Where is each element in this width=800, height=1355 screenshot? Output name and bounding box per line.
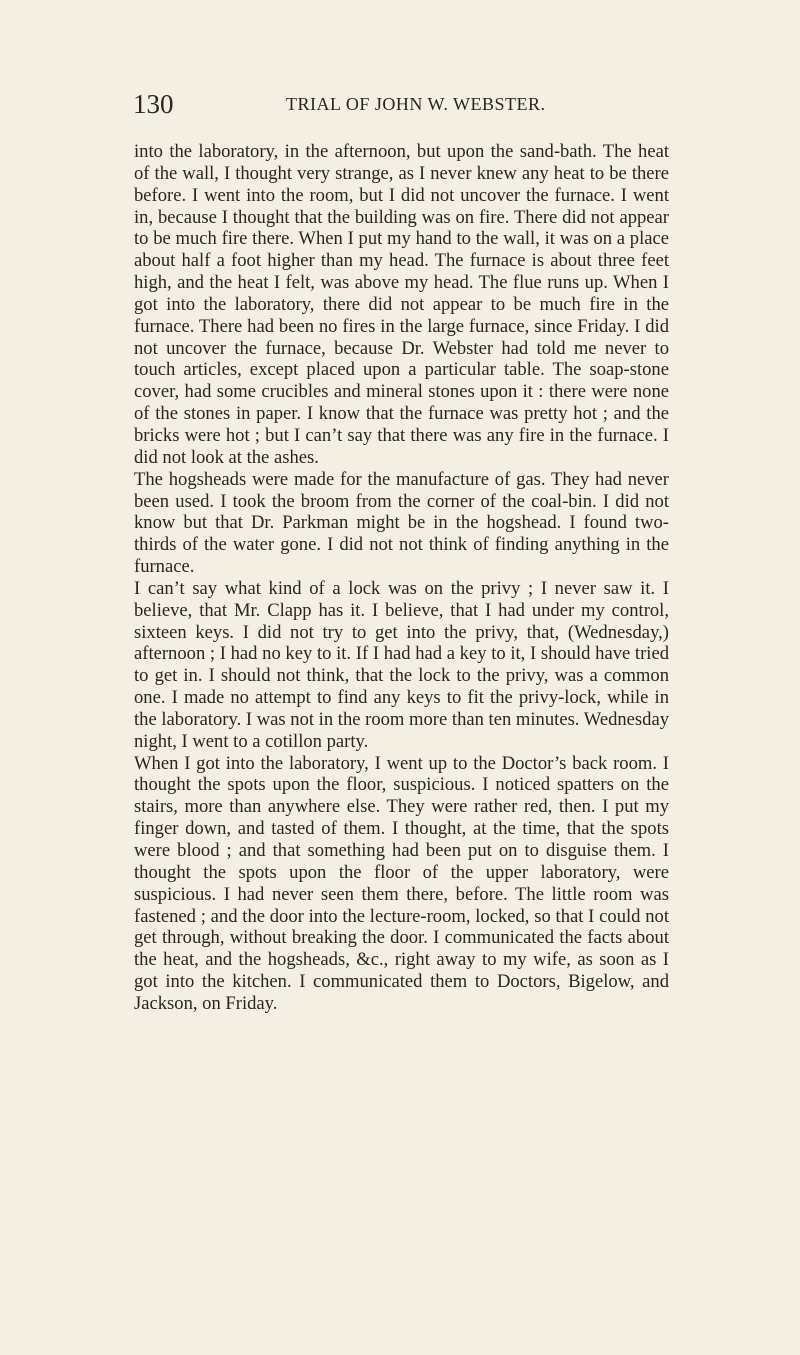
body-text bbox=[134, 141, 669, 1015]
paragraph: I can’t say what kind of a lock was on the privy ; I never saw it. I believe, that Mr. Clapp has it. I believe, that I had under my control, sixteen keys. I did not try to get into the privy, that, (Wednesday,) afternoon ; I had no key to it. If I had had a key to it, I should have tried to get in. I should not think, that the lock to the privy, was a common one. I made no attempt to find any keys to fit the privy-lock, while in the laboratory. I was not in the room more than ten minutes. Wednesday night, I went to a cotillon party. bbox=[134, 577, 670, 752]
paragraph: When I got into the laboratory, I went up to the Doctor’s back room. I thought the spots upon the floor, suspicious. I noticed spatters on the stairs, more than anywhere else. They were rather red, then. I put my finger down, and tasted of them. I thought, at the time, that the spots were blood ; and that something had been put on to disguise them. I thought the spots upon the floor of the upper laboratory, were suspicious. I had never seen them there, before. The little room was fastened ; and the door into the lecture-room, locked, so that I could not get through, without breaking the door. I communicated the facts about the heat, and the hogsheads, &c., right away to my wife, as soon as I got into the kitchen. I communicated them to Doctors, Bigelow, and Jackson, on Friday. bbox=[134, 752, 669, 1014]
page-number: 130 bbox=[133, 89, 174, 119]
page-header bbox=[133, 86, 733, 122]
paragraph: into the laboratory, in the afternoon, but upon the sand-bath. The heat of the wall, I thought very strange, as I never knew any heat to be there before. I went into the room, but I did not uncover the furnace. I went in, because I thought that the building was on fire. There did not appear to be much fire there. When I put my hand to the wall, it was on a place about half a foot higher than my head. The furnace is about three feet high, and the heat I felt, was above my head. The flue runs up. When I got into the laboratory, there did not appear to be much fire in the furnace. There had been no fires in the large furnace, since Friday. I did not uncover the furnace, because Dr. Webster had told me never to touch articles, except placed upon a particular table. The soap-stone cover, had some crucibles and mineral stones upon it : there were none of the stones in paper. I know that the furnace was pretty hot ; and the bricks were hot ; but I can’t say that there was any fire in the furnace. I did not look at the ashes. bbox=[134, 141, 669, 468]
paragraph: The hogsheads were made for the manufacture of gas. They had never been used. I took the broom from the corner of the coal-bin. I did not know but that Dr. Parkman might be in the hogshead. I found two-thirds of the water gone. I did not not think of finding anything in the furnace. bbox=[134, 468, 669, 578]
running-head: TRIAL OF JOHN W. WEBSTER. bbox=[286, 94, 546, 114]
